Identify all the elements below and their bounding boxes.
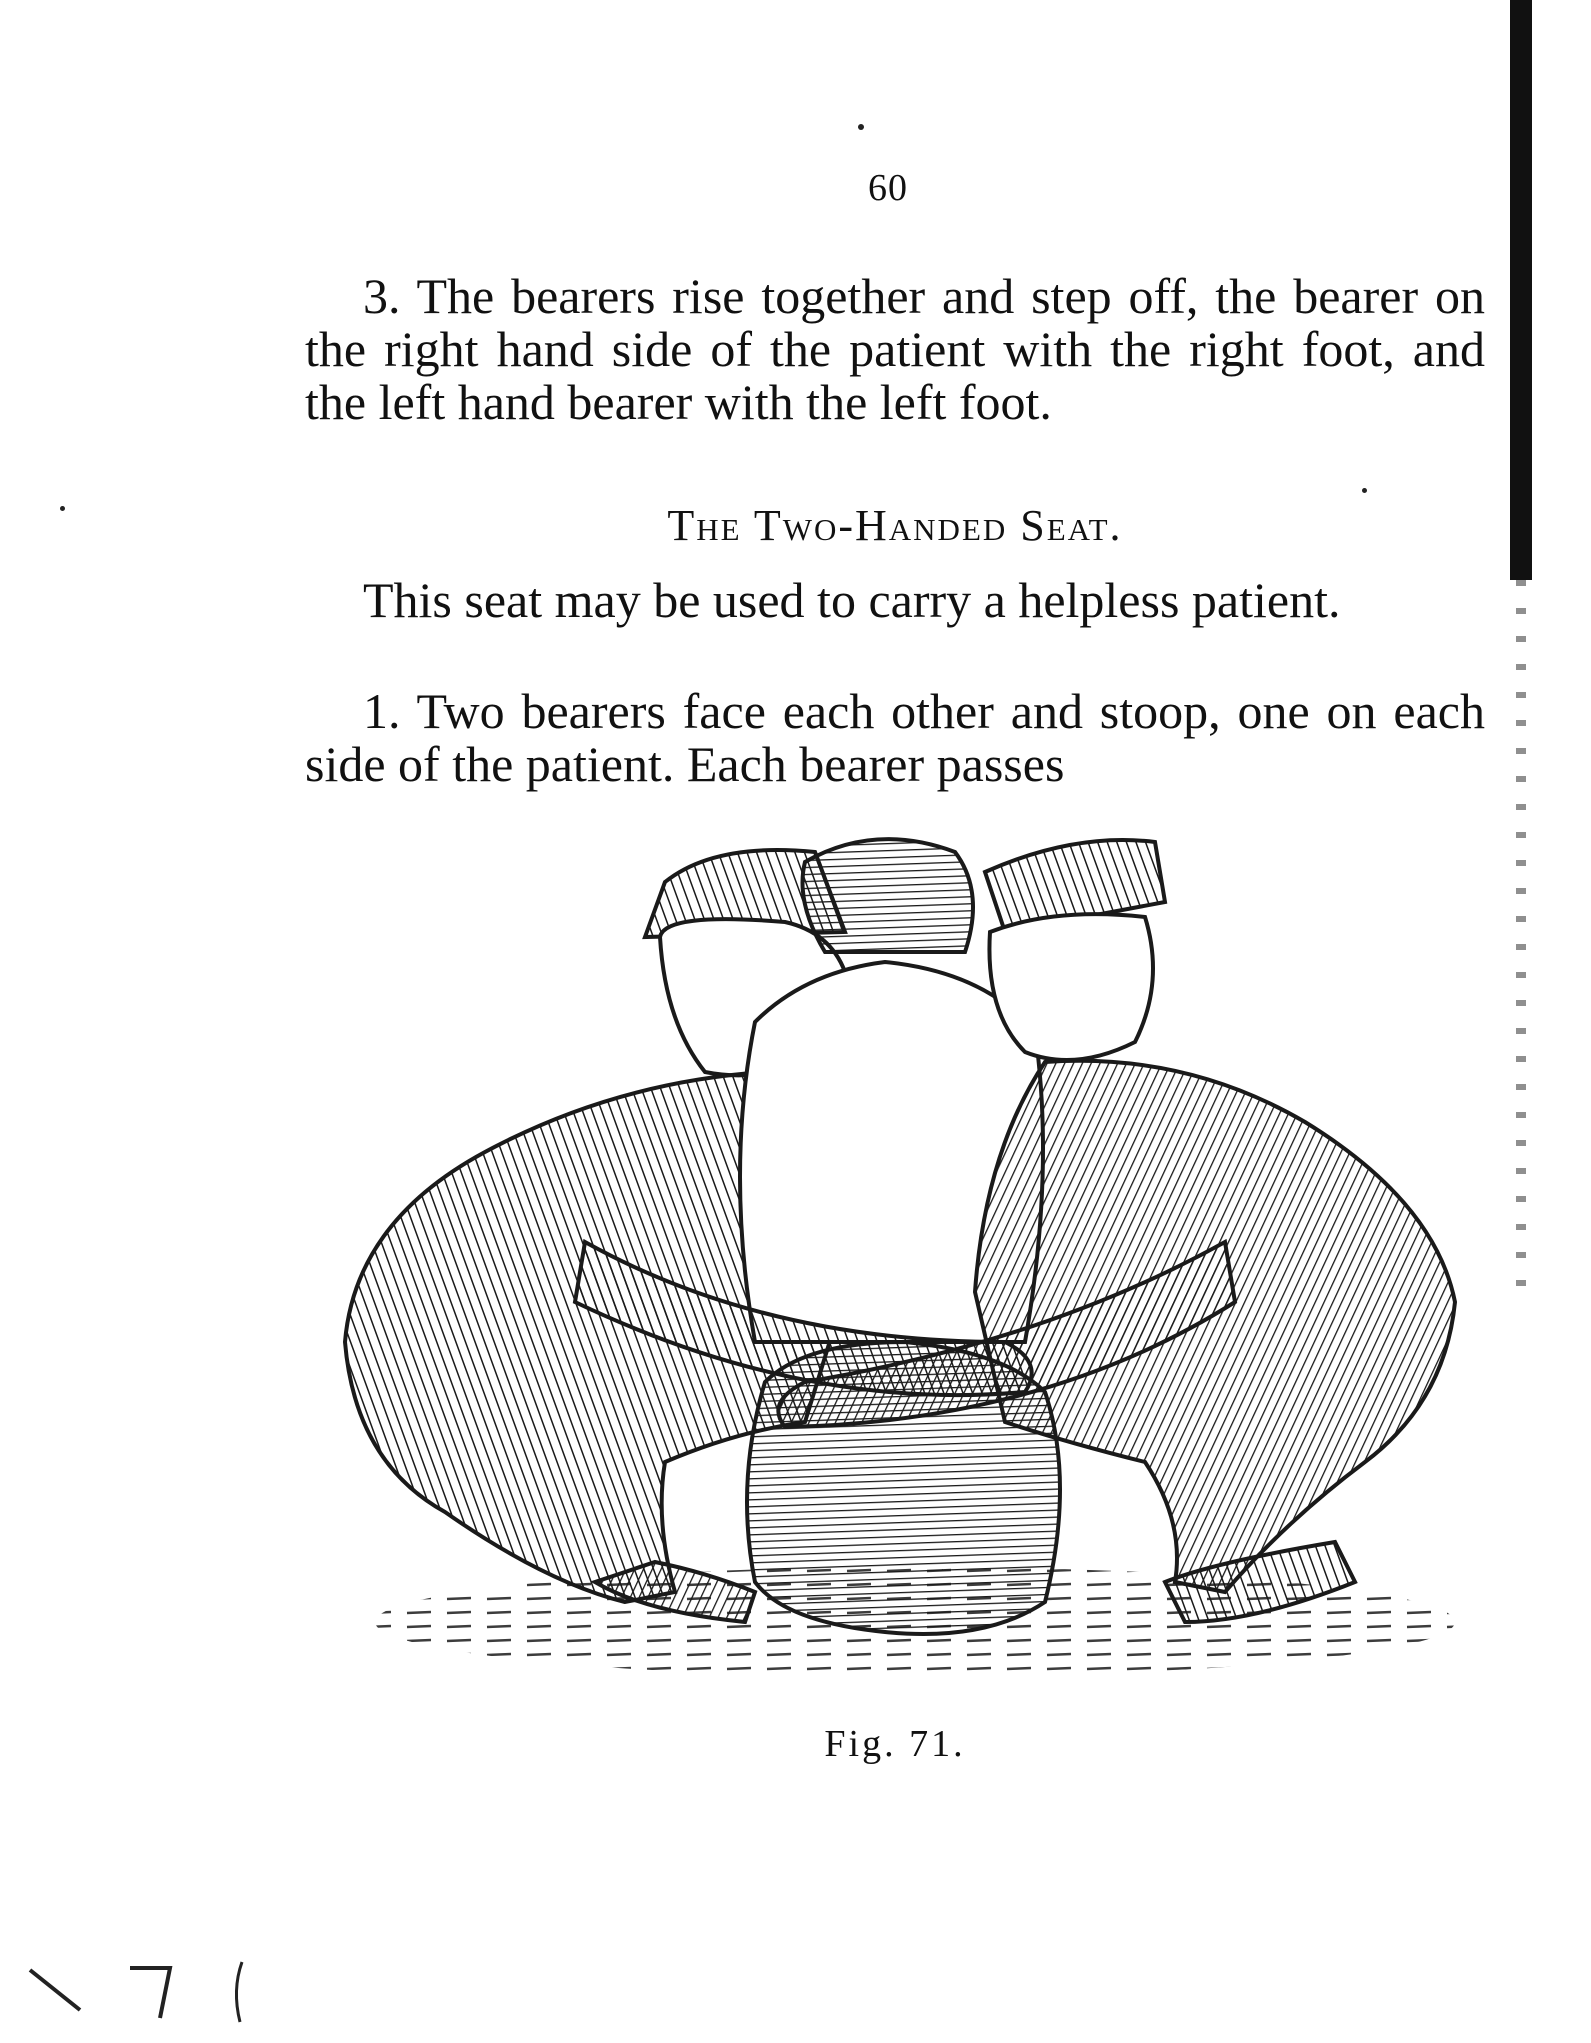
section-heading: The Two-Handed Seat. (667, 501, 1123, 550)
scan-edge-bar (1510, 0, 1532, 580)
figure-two-handed-seat-illustration (285, 822, 1525, 1702)
page-number: 60 (868, 167, 908, 209)
scan-speck (858, 124, 864, 130)
illustration-svg (285, 822, 1525, 1702)
figure-caption: Fig. 71. (824, 1723, 966, 1765)
scan-speck (1362, 488, 1367, 493)
margin-scribble-marks (20, 1950, 260, 2030)
scan-speck (60, 506, 65, 511)
paragraph-intro: This seat may be used to carry a helpless patient. (363, 572, 1341, 628)
paragraph-step-3: 3. The bearers rise together and step off, the bearer on the right hand side of the patient with the right foot, and the left hand bearer with the left foot. (305, 268, 1485, 430)
paragraph-step-1: 1. Two bearers face each other and stoop, one on each side of the patient. Each bearer passes (305, 683, 1485, 792)
